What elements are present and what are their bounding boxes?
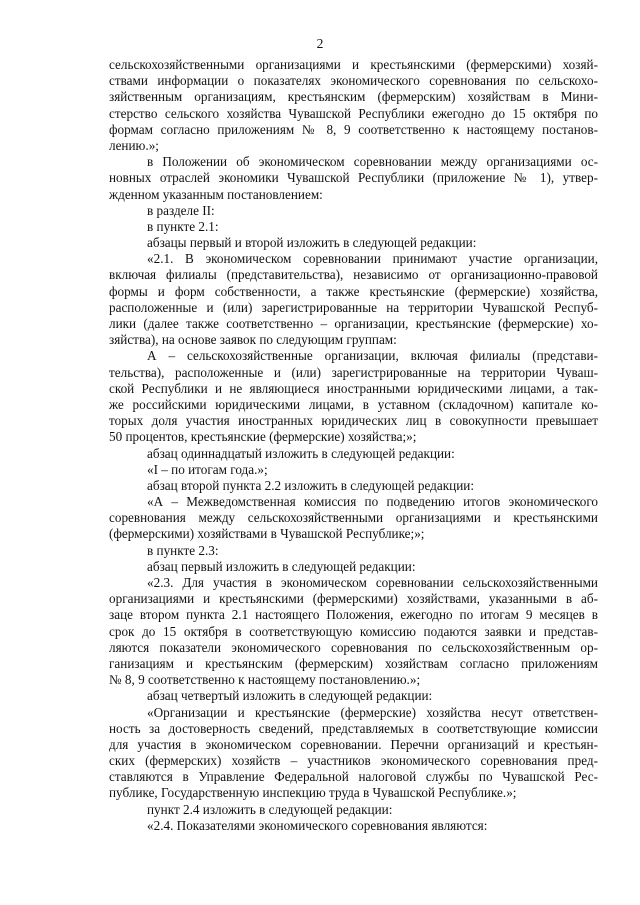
text-line: торых доля участия иностранных юридических лиц в совокупности превышает [109,413,598,429]
text-line: публике, Государственную инспекцию труда в Чувашской Республике.»; [109,785,517,801]
text-line: ставляются в Управление Федеральной налоговой службы по Чувашской Рес- [109,769,598,785]
text-line: включая филиалы (представительства), независимо от организационно-правовой [109,267,598,283]
text-line: же российскими юридическими лицами, в уставном (складочном) капитале ко- [109,396,598,412]
text-line: ских (фермерских) хозяйств – участников экономического соревнования пред- [109,753,598,769]
text-line: соревнования между сельскохозяйственными организациями и крестьянскими [109,510,598,526]
text-line: № 8, 9 соответственно к настоящему постановлению.»; [109,672,421,688]
text-line: «2.4. Показателями экономического соревнования являются: [147,817,488,833]
text-line: «Организации и крестьянские (фермерские) хозяйства несут ответствен- [147,704,598,720]
text-line: пункт 2.4 изложить в следующей редакции: [147,801,393,817]
text-line: ганизациям и крестьянским (фермерским) хозяйствам согласно приложениям [109,655,598,671]
text-line: формы и форм собственности, а также крестьянские (фермерские) хозяйства, [109,283,598,299]
text-line: зяйственным организациям, крестьянским (фермерским) хозяйствам в Мини- [109,89,598,105]
page-number: 2 [316,36,324,51]
text-line: ляются показатели экономического соревнования по сельскохозяйственным ор- [109,639,598,655]
text-line: «2.1. В экономическом соревновании принимают участие организации, [147,251,598,267]
text-line: абзац первый изложить в следующей редакции: [147,558,416,574]
text-line: абзацы первый и второй изложить в следующей редакции: [147,235,477,251]
text-line: лению.»; [109,137,159,153]
text-line: (фермерскими) хозяйствами в Чувашской Республике;»; [109,526,425,542]
text-line: жденном указанным постановлением: [109,186,323,202]
text-line: зяйства), на основе заявок по следующим группам: [109,332,397,348]
text-line: срок до 15 октября в соответствующую комиссию подаются заявки и представ- [109,623,598,639]
text-line: стерство сельского хозяйства Чувашской Республики ежегодно до 15 октября по [109,105,598,121]
text-line: в пункте 2.3: [147,542,219,558]
text-line: заце втором пункта 2.1 настоящего Положения, ежегодно по итогам 9 месяцев в [109,607,598,623]
text-line: А – сельскохозяйственные организации, включая филиалы (представи- [147,348,598,364]
text-line: новных отраслей экономики Чувашской Республики (приложение № 1), утвер- [109,170,598,186]
text-line: «А – Межведомственная комиссия по подведению итогов экономического [147,494,598,510]
text-line: в пункте 2.1: [147,218,219,234]
text-line: для участия в экономическом соревновании. Перечни организаций и крестьян- [109,736,598,752]
text-line: абзац одиннадцатый изложить в следующей редакции: [147,445,455,461]
text-line: лики (далее также соответственно – организации, крестьянские (фермерские) хо- [109,316,598,331]
text-line: организациями и крестьянскими (фермерскими) хозяйствами, указанными в аб- [109,591,598,607]
text-line: ствами информации о показателях экономического соревнования по сельскохо- [109,73,598,89]
text-line: «2.3. Для участия в экономическом соревновании сельскохозяйственными [147,575,598,590]
text-line: в Положении об экономическом соревновании между организациями ос- [147,154,598,170]
text-line: 50 процентов, крестьянские (фермерские) хозяйства;»; [109,429,417,445]
text-line: расположенные и (или) зарегистрированные на территории Чувашской Респуб- [109,299,598,315]
text-line: в разделе II: [147,202,215,218]
text-line: «I – по итогам года.»; [147,461,268,477]
text-line: ской Республики и не являющиеся иностранными юридическими лицами, а так- [109,380,598,396]
text-line: тельства), расположенные и (или) зарегистрированные на территории Чуваш- [109,364,598,380]
text-line: ность за достоверность сведений, представляемых в соответствующие комиссии [109,720,598,736]
text-line: абзац четвертый изложить в следующей редакции: [147,688,433,704]
document-body [109,57,598,834]
text-line: формам согласно приложениям № 8, 9 соответственно к настоящему постанов- [109,121,598,137]
text-line: абзац второй пункта 2.2 изложить в следующей редакции: [147,477,474,493]
text-line: сельскохозяйственными организациями и крестьянскими (фермерскими) хозяй- [109,57,598,72]
